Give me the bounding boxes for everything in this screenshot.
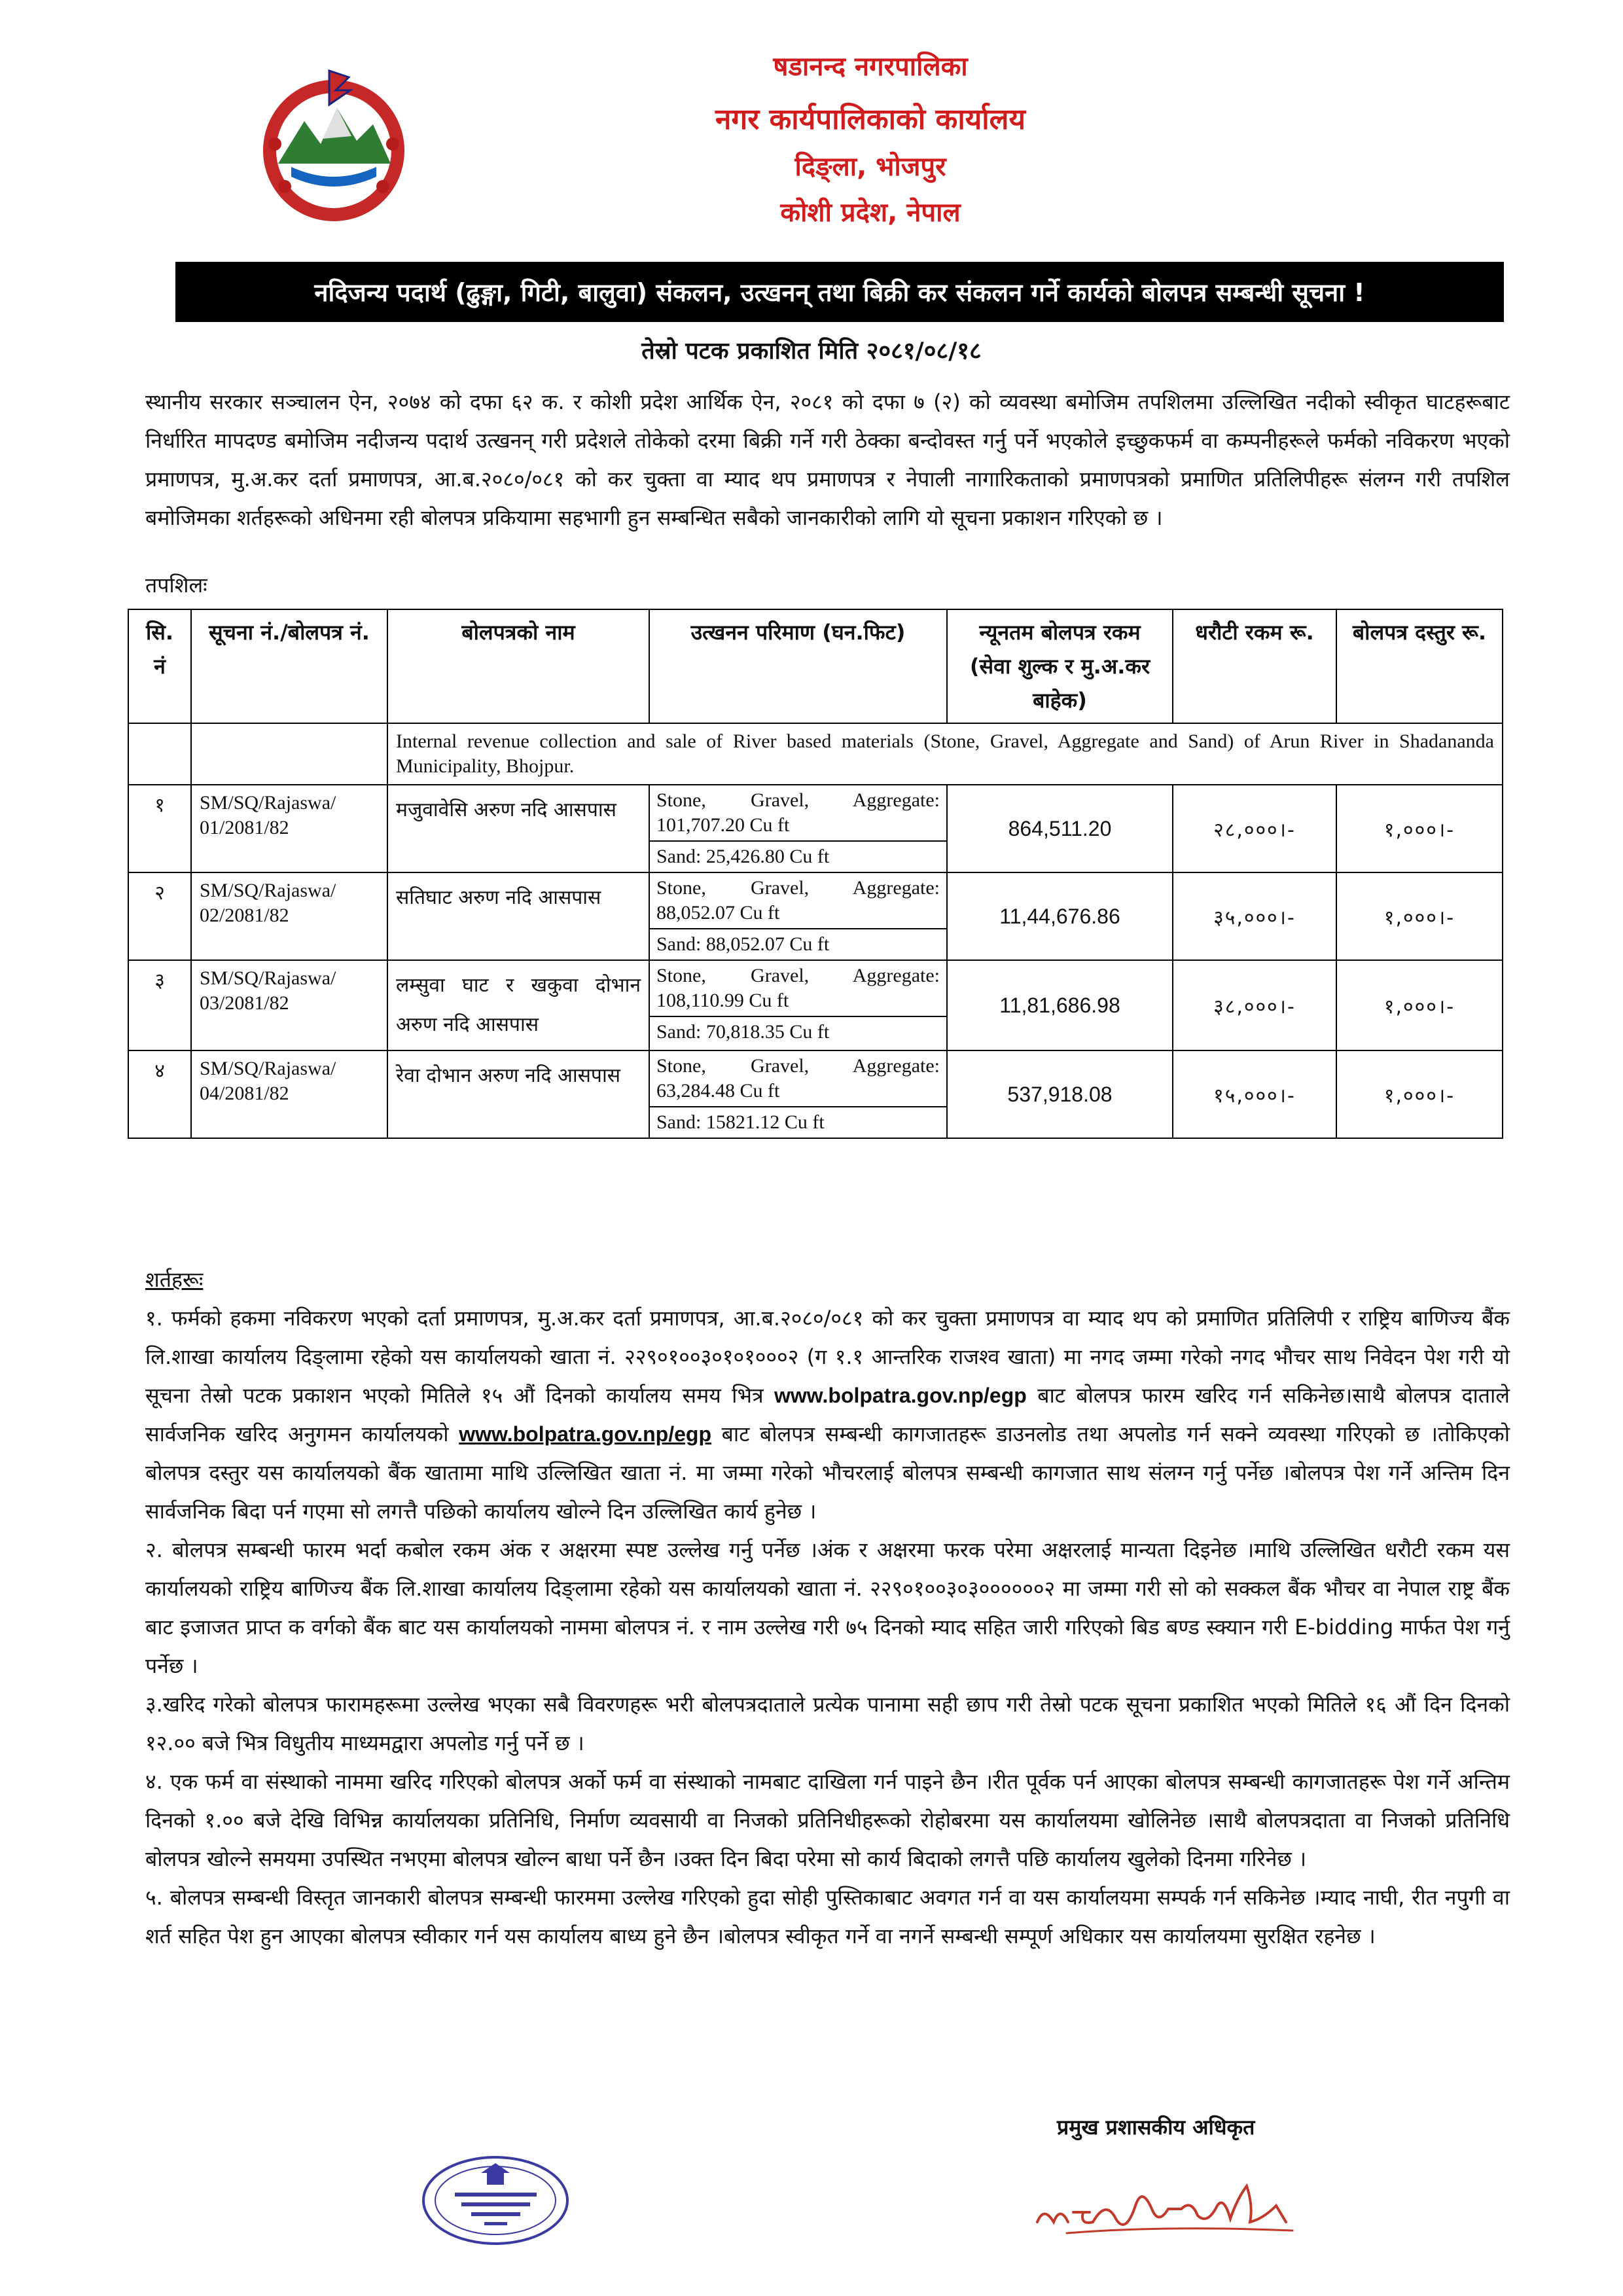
- row-bid-name: मजुवावेसि अरुण नदि आसपास: [387, 785, 649, 872]
- row-fee: १,०००।-: [1336, 1050, 1503, 1138]
- officer-title: प्रमुख प्रशासकीय अधिकृत: [1057, 2115, 1255, 2140]
- condition-1: १. फर्मको हकमा नविकरण भएको दर्ता प्रमाणपत्र, मु.अ.कर दर्ता प्रमाणपत्र, आ.ब.२०८०/०८१ को कर चुक्ता प्रमाणपत्र वा म्याद थप को प्रमाणित प्रतिलिपी र राष्ट्रिय बाणिज्य बैंक लि.शाखा कार्यालय दिङ्लामा रहेको यस कार्यालयको खाता नं. २२९०१००३०१०१०००२ (ग १.१ आन्तरिक राजश्व खाता) मा नगद जम्मा गरेको नगद भौचर साथ निवेदन पेश गरी यो सूचना तेस्रो पटक प्रकाशन भएको मितिले १५ औं दिनको कार्यालय समय भित्र www.bolpatra.gov.np/egp बाट बोलपत्र फारम खरिद गर्न सकिनेछ।साथै बोलपत्र दाताले सार्वजनिक खरिद अनुगमन कार्यालयको www.bolpatra.gov.np/egp बाट बोलपत्र सम्बन्धी कागजातहरू डाउनलोड तथा अपलोड गर्न सक्ने व्यवस्था गरिएको छ ।तोकिएको बोलपत्र दस्तुर यस कार्यालयको बैंक खातामा माथि उल्लिखित खाता नं. मा जम्मा गरेको भौचरलाई बोलपत्र सम्बन्धी कागजात साथ संलग्न गर्नु पर्नेछ ।बोलपत्र पेश गर्ने अन्तिम दिन सार्वजनिक बिदा पर्न गएमा सो लगत्तै पछिको कार्यालय खोल्ने दिन उल्लिखित कार्य हुनेछ ।: [145, 1306, 1510, 1524]
- row-quantity: [649, 785, 947, 872]
- row-fee: १,०००।-: [1336, 872, 1503, 960]
- table-row: [128, 1050, 1503, 1138]
- office-name: नगर कार्यपालिकाको कार्यालय: [715, 103, 1026, 136]
- header-bid-name: बोलपत्रको नाम: [387, 609, 649, 723]
- signature-icon: [1027, 2160, 1302, 2251]
- bid-table: [128, 609, 1503, 1139]
- row-notice-no: SM/SQ/Rajaswa/ 04/2081/82: [191, 1050, 387, 1138]
- row-quantity: [649, 872, 947, 960]
- row-sand-quantity: Sand: 15821.12 Cu ft: [650, 1107, 946, 1138]
- row-sn: २: [128, 872, 191, 960]
- office-place: दिङ्ला, भोजपुर: [794, 152, 946, 182]
- notice-title: नदिजन्य पदार्थ (ढुङ्गा, गिटी, बालुवा) संकलन, उत्खनन् तथा बिक्री कर संकलन गर्ने कार्यको बोलपत्र सम्बन्धी सूचना !: [175, 262, 1504, 322]
- row-sand-quantity: Sand: 25,426.80 Cu ft: [650, 841, 946, 872]
- row-bid-name: लम्सुवा घाट र खकुवा दोभान अरुण नदि आसपास: [387, 960, 649, 1050]
- row-notice-no: SM/SQ/Rajaswa/ 01/2081/82: [191, 785, 387, 872]
- table-row: [128, 960, 1503, 1050]
- bolpatra-link[interactable]: www.bolpatra.gov.np/egp: [774, 1384, 1027, 1407]
- row-min-amount: 11,44,676.86: [947, 872, 1173, 960]
- row-min-amount: 537,918.08: [947, 1050, 1173, 1138]
- row-deposit: ३८,०००।-: [1173, 960, 1336, 1050]
- office-stamp-icon: [419, 2153, 573, 2248]
- header-min-amount: न्यूनतम बोलपत्र रकम (सेवा शुल्क र मु.अ.कर बाहेक): [947, 609, 1173, 723]
- row-deposit: २८,०००।-: [1173, 785, 1336, 872]
- bolpatra-link[interactable]: www.bolpatra.gov.np/egp: [459, 1422, 711, 1446]
- table-row: [128, 785, 1503, 872]
- row-deposit: ३५,०००।-: [1173, 872, 1336, 960]
- condition-4: ४. एक फर्म वा संस्थाको नाममा खरिद गरिएको बोलपत्र अर्को फर्म वा संस्थाको नामबाट दाखिला गर्न पाइने छैन ।रीत पूर्वक पर्न आएका बोलपत्र सम्बन्धी कागजातहरू पेश गर्ने अन्तिम दिनको १.०० बजे देखि विभिन्न कार्यालयका प्रतिनिधि, निर्माण व्यवसायी वा निजको प्रतिनिधीहरूको रोहोबरमा यस कार्यालयमा खोलिनेछ ।साथै बोलपत्रदाता वा निजको प्रतिनिधि बोलपत्र खोल्ने समयमा उपस्थित नभएमा बोलपत्र खोल्न बाधा पर्ने छैन ।उक्त दिन बिदा परेमा सो कार्य बिदाको लगत्तै पछि कार्यालय खुलेको दिनमा गरिनेछ ।: [145, 1769, 1510, 1871]
- row-fee: १,०००।-: [1336, 785, 1503, 872]
- condition-2: २. बोलपत्र सम्बन्धी फारम भर्दा कबोल रकम अंक र अक्षरमा स्पष्ट उल्लेख गर्नु पर्नेछ ।अंक र अक्षरमा फरक परेमा अक्षरलाई मान्यता दिइनेछ ।माथि उल्लिखित धरौटी रकम यस कार्यालयको राष्ट्रिय बाणिज्य बैंक लि.शाखा कार्यालय दिङ्लामा रहेको यस कार्यालयको खाता नं. २२९०१००३०३००००००२ मा जम्मा गरी सो को सक्कल बैंक भौचर वा नेपाल राष्ट्र बैंक बाट इजाजत प्राप्त क वर्गको बैंक बाट यस कार्यालयको नाममा बोलपत्र नं. र नाम उल्लेख गरी ७५ दिनको म्याद सहित जारी गरिएको बिड बण्ड स्क्यान गरी E-bidding मार्फत पेश गर्नु पर्नेछ ।: [145, 1537, 1510, 1678]
- row-deposit: १५,०००।-: [1173, 1050, 1336, 1138]
- row-notice-no: SM/SQ/Rajaswa/ 02/2081/82: [191, 872, 387, 960]
- letterhead: [0, 0, 1623, 249]
- row-quantity: [649, 960, 947, 1050]
- row-notice-no: SM/SQ/Rajaswa/ 03/2081/82: [191, 960, 387, 1050]
- row-sand-quantity: Sand: 88,052.07 Cu ft: [650, 929, 946, 960]
- office-province: कोशी प्रदेश, नेपाल: [780, 198, 961, 228]
- row-stone-quantity: Stone, Gravel, Aggregate: 101,707.20 Cu ft: [656, 789, 940, 836]
- header-deposit: धरौटी रकम रू.: [1173, 609, 1336, 723]
- row-fee: १,०००।-: [1336, 960, 1503, 1050]
- condition-5: ५. बोलपत्र सम्बन्धी विस्तृत जानकारी बोलपत्र सम्बन्धी फारममा उल्लेख गरिएको हुदा सोही पुस्तिकाबाट अवगत गर्न वा यस कार्यालयमा सम्पर्क गर्न सकिनेछ ।म्याद नाघी, रीत नपुगी वा शर्त सहित पेश हुन आएका बोलपत्र स्वीकार गर्न यस कार्यालय बाध्य हुने छैन ।बोलपत्र स्वीकृत गर्ने वा नगर्ने सम्बन्धी सम्पूर्ण अधिकार यस कार्यालयमा सुरक्षित रहनेछ ।: [145, 1885, 1510, 1948]
- row-sn: १: [128, 785, 191, 872]
- intro-paragraph: स्थानीय सरकार सञ्चालन ऐन, २०७४ को दफा ६२ क. र कोशी प्रदेश आर्थिक ऐन, २०८१ को दफा ७ (२) को व्यवस्था बमोजिम तपशिलमा उल्लिखित नदीको स्वीकृत घाटहरूबाट निर्धारित मापदण्ड बमोजिम नदीजन्य पदार्थ उत्खनन् गरी प्रदेशले तोकेको दरमा बिक्री गर्ने गरी ठेक्का बन्दोवस्त गर्नु पर्ने भएकोले इच्छुकफर्म वा कम्पनीहरूले फर्मको नविकरण भएको प्रमाणपत्र, मु.अ.कर दर्ता प्रमाणपत्र, आ.ब.२०८०/०८१ को कर चुक्ता वा म्याद थप प्रमाणपत्र र नेपाली नागारिकताको प्रमाणपत्रको प्रमाणित प्रतिलिपीहरू संलग्न गरी तपशिल बमोजिमका शर्तहरूको अधिनमा रही बोलपत्र प्रकियामा सहभागी हुन सम्बन्धित सबैको जानकारीको लागि यो सूचना प्रकाशन गरिएको छ ।: [145, 389, 1510, 530]
- conditions-list: [145, 1299, 1510, 1956]
- schedule-label: तपशिलः: [145, 573, 207, 598]
- table-row: [128, 872, 1503, 960]
- row-stone-quantity: Stone, Gravel, Aggregate: 108,110.99 Cu ft: [656, 965, 940, 1011]
- row-bid-name: सतिघाट अरुण नदि आसपास: [387, 872, 649, 960]
- description-row: [128, 723, 1503, 785]
- header-quantity: उत्खनन परिमाण (घन.फिट): [649, 609, 947, 723]
- header-sn: सि. नं: [128, 609, 191, 723]
- table-description: Internal revenue collection and sale of River based materials (Stone, Gravel, Aggregate and Sand) of Arun River in Shadananda Municipality, Bhojpur.: [387, 723, 1503, 785]
- row-quantity: [649, 1050, 947, 1138]
- row-bid-name: रेवा दोभान अरुण नदि आसपास: [387, 1050, 649, 1138]
- municipality-name: षडानन्द नगरपालिका: [773, 52, 968, 82]
- row-min-amount: 864,511.20: [947, 785, 1173, 872]
- row-sn: ४: [128, 1050, 191, 1138]
- row-min-amount: 11,81,686.98: [947, 960, 1173, 1050]
- header-fee: बोलपत्र दस्तुर रू.: [1336, 609, 1503, 723]
- row-stone-quantity: Stone, Gravel, Aggregate: 88,052.07 Cu ft: [656, 877, 940, 924]
- nepal-emblem-icon: [252, 65, 416, 229]
- header-notice-no: सूचना नं./बोलपत्र नं.: [191, 609, 387, 723]
- publish-date: तेस्रो पटक प्रकाशित मिति २०८१/०८/१८: [641, 338, 982, 365]
- row-sand-quantity: Sand: 70,818.35 Cu ft: [650, 1016, 946, 1047]
- row-sn: ३: [128, 960, 191, 1050]
- row-stone-quantity: Stone, Gravel, Aggregate: 63,284.48 Cu ft: [656, 1055, 940, 1102]
- condition-3: ३.खरिद गरेको बोलपत्र फारामहरूमा उल्लेख भएका सबै विवरणहरू भरी बोलपत्रदाताले प्रत्येक पानामा सही छाप गरी तेस्रो पटक सूचना प्रकाशित भएको मितिले १६ औं दिन दिनको १२.०० बजे भित्र विधुतीय माध्यमद्वारा अपलोड गर्नु पर्ने छ ।: [145, 1692, 1510, 1755]
- conditions-heading: शर्तहरूः: [145, 1267, 204, 1292]
- table-header-row: [128, 609, 1503, 723]
